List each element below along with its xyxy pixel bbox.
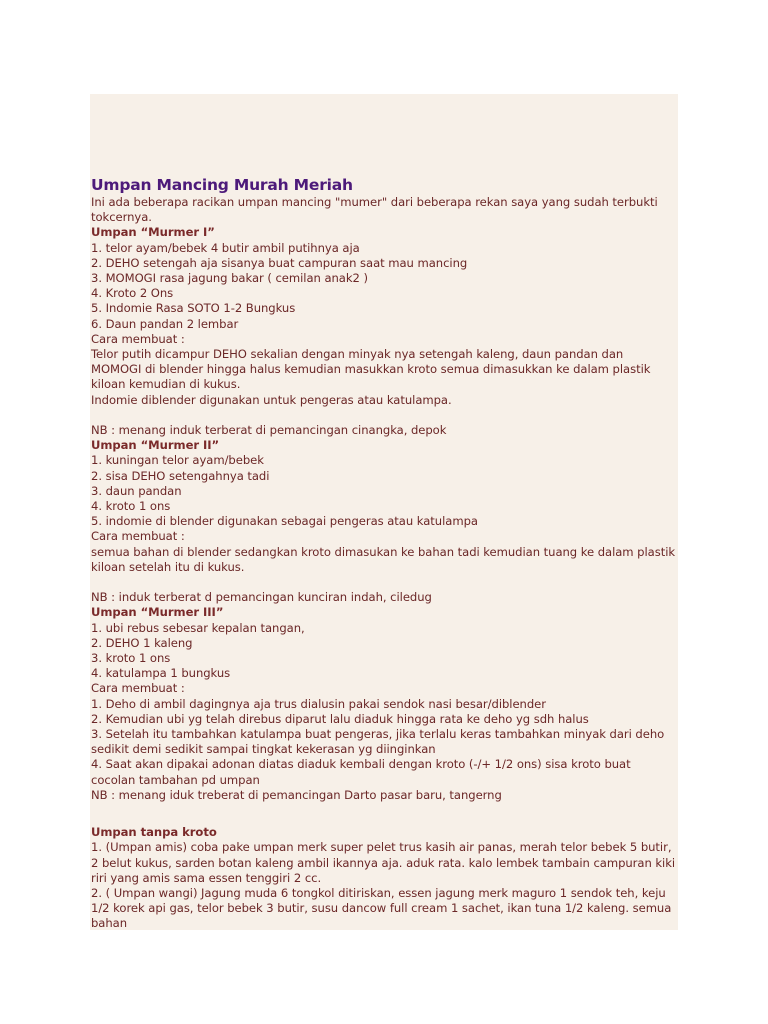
recipe-note: NB : induk terberat d pemancingan kunciran indah, ciledug [91, 590, 432, 605]
step-paragraph: semua bahan di blender sedangkan kroto dimasukan ke bahan tadi kemudian tuang ke dalam plastik kiloan setelah itu di kukus. [91, 544, 676, 574]
ingredient-item: 5. indomie di blender digunakan sebagai pengeras atau katulampa [91, 514, 478, 529]
ingredient-item: 2. DEHO setengah aja sisanya buat campuran saat mau mancing [91, 255, 468, 270]
ingredient-item: 1. telor ayam/bebek 4 butir ambil putihnya aja [91, 240, 360, 255]
ingredient-item: 3. daun pandan [91, 483, 182, 498]
recipe-heading: Umpan “Murmer I” [91, 225, 215, 240]
intro-paragraph: Ini ada beberapa racikan umpan mancing "mumer" dari beberapa rekan saya yang sudah terbukti tokcernya. [91, 195, 658, 225]
recipe-note: NB : menang induk terberat di pemancingan cinangka, depok [91, 423, 447, 438]
ingredient-item: 5. Indomie Rasa SOTO 1-2 Bungkus [91, 301, 296, 316]
step-paragraph: 2. Kemudian ubi yg telah direbus diparut lalu diaduk hingga rata ke deho yg sdh halus [91, 711, 589, 726]
ingredient-item: 2. sisa DEHO setengahnya tadi [91, 468, 270, 483]
recipe-note: NB : menang iduk treberat di pemancingan Darto pasar baru, tangerng [91, 787, 502, 802]
ingredient-item: 4. katulampa 1 bungkus [91, 666, 231, 681]
article-title: Umpan Mancing Murah Meriah [91, 176, 353, 194]
document-page [90, 94, 678, 930]
list-item: 2. ( Umpan wangi) Jagung muda 6 tongkol ditiriskan, essen jagung merk maguro 1 sendok teh, keju 1/2 korek api gas, telor bebek 3 butir, susu dancow full cream 1 sachet, ikan tuna 1/2 kaleng. semua bahan [91, 885, 672, 930]
ingredient-item: 2. DEHO 1 kaleng [91, 635, 193, 650]
recipe-heading: Umpan “Murmer II” [91, 438, 220, 453]
cara-membuat-label: Cara membuat : [91, 331, 185, 346]
article-body [91, 175, 677, 930]
ingredient-item: 3. kroto 1 ons [91, 651, 171, 666]
cara-membuat-label: Cara membuat : [91, 529, 185, 544]
ingredient-item: 4. kroto 1 ons [91, 499, 171, 514]
step-paragraph: 3. Setelah itu tambahkan katulampa buat pengeras, jika terlalu keras tambahkan minyak dari deho sedikit demi sedikit sampai tingkat kekerasan yg diinginkan [91, 727, 665, 757]
step-paragraph: Indomie diblender digunakan untuk pengeras atau katulampa. [91, 392, 452, 407]
step-paragraph: Telor putih dicampur DEHO sekalian dengan minyak nya setengah kaleng, daun pandan dan MOMOGI di blender hingga halus kemudian masukkan kroto semua dimasukkan ke dalam plastik kiloan kemudian di kukus. [91, 347, 651, 392]
step-paragraph: 4. Saat akan dipakai adonan diatas diaduk kembali dengan kroto (-/+ 1/2 ons) sisa kroto buat cocolan tambahan pd umpan [91, 757, 631, 787]
section-heading: Umpan tanpa kroto [91, 825, 217, 840]
recipe-heading: Umpan “Murmer III” [91, 605, 224, 620]
ingredient-item: 1. kuningan telor ayam/bebek [91, 453, 264, 468]
step-paragraph: 1. Deho di ambil dagingnya aja trus dialusin pakai sendok nasi besar/diblender [91, 696, 546, 711]
ingredient-item: 4. Kroto 2 Ons [91, 286, 174, 301]
ingredient-item: 6. Daun pandan 2 lembar [91, 316, 239, 331]
list-item: 1. (Umpan amis) coba pake umpan merk super pelet trus kasih air panas, merah telor bebek 5 butir, 2 belut kukus, sarden botan kaleng ambil ikannya aja. aduk rata. kalo lembek tambain campuran kiki riri yang amis sama essen tenggiri 2 cc. [91, 840, 676, 885]
ingredient-item: 1. ubi rebus sebesar kepalan tangan, [91, 620, 305, 635]
cara-membuat-label: Cara membuat : [91, 681, 185, 696]
ingredient-item: 3. MOMOGI rasa jagung bakar ( cemilan anak2 ) [91, 271, 368, 286]
